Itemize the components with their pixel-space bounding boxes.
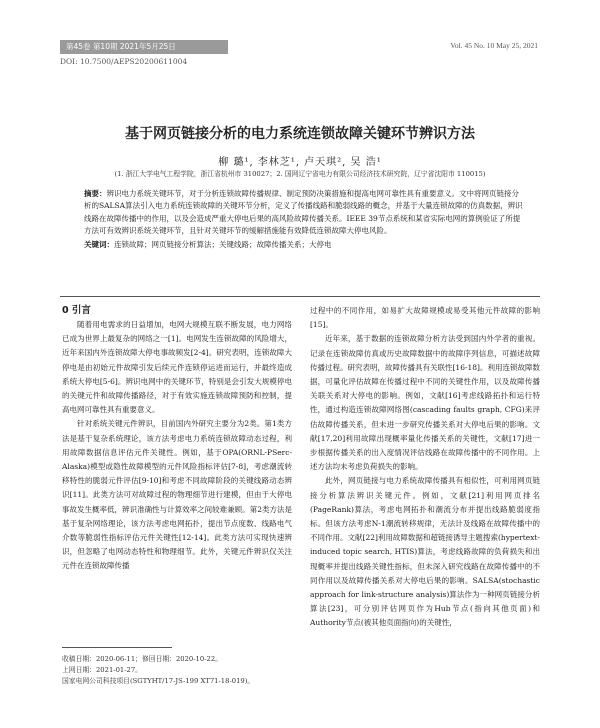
journal-issue-english: Vol. 45 No. 10 May 25, 2021 bbox=[450, 41, 538, 50]
left-column bbox=[62, 318, 292, 574]
footnote-funding: 国家电网公司科技项目(SGTYHT/17-JS-199 XT71-18-019)。 bbox=[62, 677, 255, 685]
footnote-received: 收稿日期：2020-06-11；修回日期：2020-10-22。 bbox=[62, 655, 222, 663]
paragraph: 此外，网页链接与电力系统故障传播具有相似性，可利用网页链接分析算法辨识关键元件。例如，文献[21]利用网页排名(PageRank)算法，考虑电网拓扑和潮流分布并提出线路脆弱度指标。但该方法考虑N-1潮流转移规律，无法计及线路在故障传播中的不同作用。文献[22]利用故障数据和超链接诱导主题搜索(hypertext-induced topic search, HTIS)算法，考虑线路故障的负荷损失和出现概率并提出线路关键性指标，但未深入研究线路在故障传播中的不同作用以及故障传播关系对大停电后果的影响。SALSA(stochastic approach for link-structure analysis)算法作为一种网页链接分析算法[23]，可分别评估网页作为Hub节点(指向其他页面)和Authority节点(被其他页面指向)的关键性， bbox=[310, 476, 540, 628]
abstract-block bbox=[84, 188, 524, 251]
section-heading-introduction: 0 引言 bbox=[62, 305, 91, 316]
right-column bbox=[310, 304, 540, 631]
footnote-divider bbox=[62, 647, 172, 648]
paragraph: 过程中的不同作用，如易扩大故障规模或易受其他元件故障的影响[15]。 bbox=[310, 306, 540, 330]
abstract-text: 辨识电力系统关键环节，对于分析连锁故障传播规律、制定预防决策措施和提高电网可靠性具有重要意义。文中将网页链接分析的SALSA算法引入电力系统连锁故障的关键环节分析，定义了传播线路和脆弱线路的概念，并基于大量连锁故障的仿真数据，辨识线路在故障传播中的作用，以及会造成严重大停电后果的高风险故障传播关系。IEEE 39节点系统和某省实际电网的算例验证了所提方法可有效辨识系统关键环节，且针对关键环节的缓解措施能有效降低连锁故障大停电风险。 bbox=[84, 189, 523, 235]
abstract-label: 摘要： bbox=[84, 189, 107, 198]
abstract-divider bbox=[60, 296, 540, 297]
paragraph: 近年来，基于数据的连锁故障分析方法受到国内外学者的重视。记录在连锁故障仿真或历史故障数据中的故障序列信息，可描述故障传播过程。研究表明，故障传播具有关联性[16-18]。利用连锁故障数据，可量化评估故障在传播过程中不同的关键性作用，以及故障传播关联关系对大停电的影响。例如，文献[16]考虑线路拓扑和运行特性，通过构造连锁故障网络图(cascading faults graph, CFG)来评估故障传播关系，但未进一步研究传播关系对大停电后果的影响。文献[17,20]利用故障出现概率量化传播关系的关键性，文献[17]进一步根据传播关系的出入度情况评估线路在故障传播中的不同作用。上述方法均未考虑负荷损失的影响。 bbox=[310, 334, 540, 472]
paragraph: 随着用电需求的日益增加，电网大规模互联不断发展，电力网络已成为世界上最复杂的网络之一[1]。电网发生连锁故障的风险增大，近年来国内外连锁故障大停电事故频发[2-4]。研究表明，连锁故障大停电是由初始元件故障引发后续元件连锁停运进而运行，并最终造成系统大停电[5-6]。辨识电网中的关键环节，特别是会引发大规模停电的关键元件和故障传播路径，对于有效实施连锁故障预防和控制，提高电网可靠性具有重要意义。 bbox=[62, 320, 292, 415]
footnote-online: 上网日期：2021-01-27。 bbox=[62, 666, 142, 674]
paragraph: 针对系统关键元件辨识，目前国内外研究主要分为2类。第1类方法是基于复杂系统理论，该方法考虑电力系统连锁故障动态过程，利用故障数据信息评估元件关键性。例如，基于OPA(ORNL-PSerc-Alaska)模型或隐性故障模型的元件风险指标评估[7-8]，考虑潮流转移特性的脆弱元件评估[9-10]和考虑不同故障阶段的关键线路动态辨识[11]。此类方法可对故障过程的物理细节进行建模，但由于大停电事故发生概率低，辨识准确性与计算效率之间较难兼顾。第2类方法是基于复杂网络理论，该方法考虑电网拓扑，提出节点度数、线路电气介数等脆弱性指标评估元件关键性[12-14]。此类方法可实现快速辨识，但忽略了电网动态特性和物理细节。此外，关键元件辨识仅关注元件在连锁故障传播 bbox=[62, 419, 292, 571]
keywords-label: 关键词： bbox=[84, 240, 114, 250]
paper-title: 基于网页链接分析的电力系统连锁故障关键环节辨识方法 bbox=[125, 126, 475, 142]
doi-text: DOI: 10.7500/AEPS20200611004 bbox=[60, 57, 188, 66]
keywords-text: 连锁故障；网页链接分析算法；关键线路；故障传播关系；大停电 bbox=[114, 240, 332, 250]
journal-issue-label: 第45卷 第10期 2021年5月25日 bbox=[60, 40, 228, 54]
abstract bbox=[84, 188, 524, 237]
page-header bbox=[0, 0, 600, 64]
keywords bbox=[84, 239, 524, 251]
paper-affiliation: (1. 浙江大学电气工程学院，浙江省杭州市 310027；2. 国网辽宁省电力有限公司经济技术研究院，辽宁省沈阳市 110015) bbox=[114, 170, 486, 178]
paper-authors: 柳 璐¹, 李林芝¹, 卢天琪², 吴 浩¹ bbox=[218, 157, 382, 168]
footnotes bbox=[62, 654, 292, 687]
